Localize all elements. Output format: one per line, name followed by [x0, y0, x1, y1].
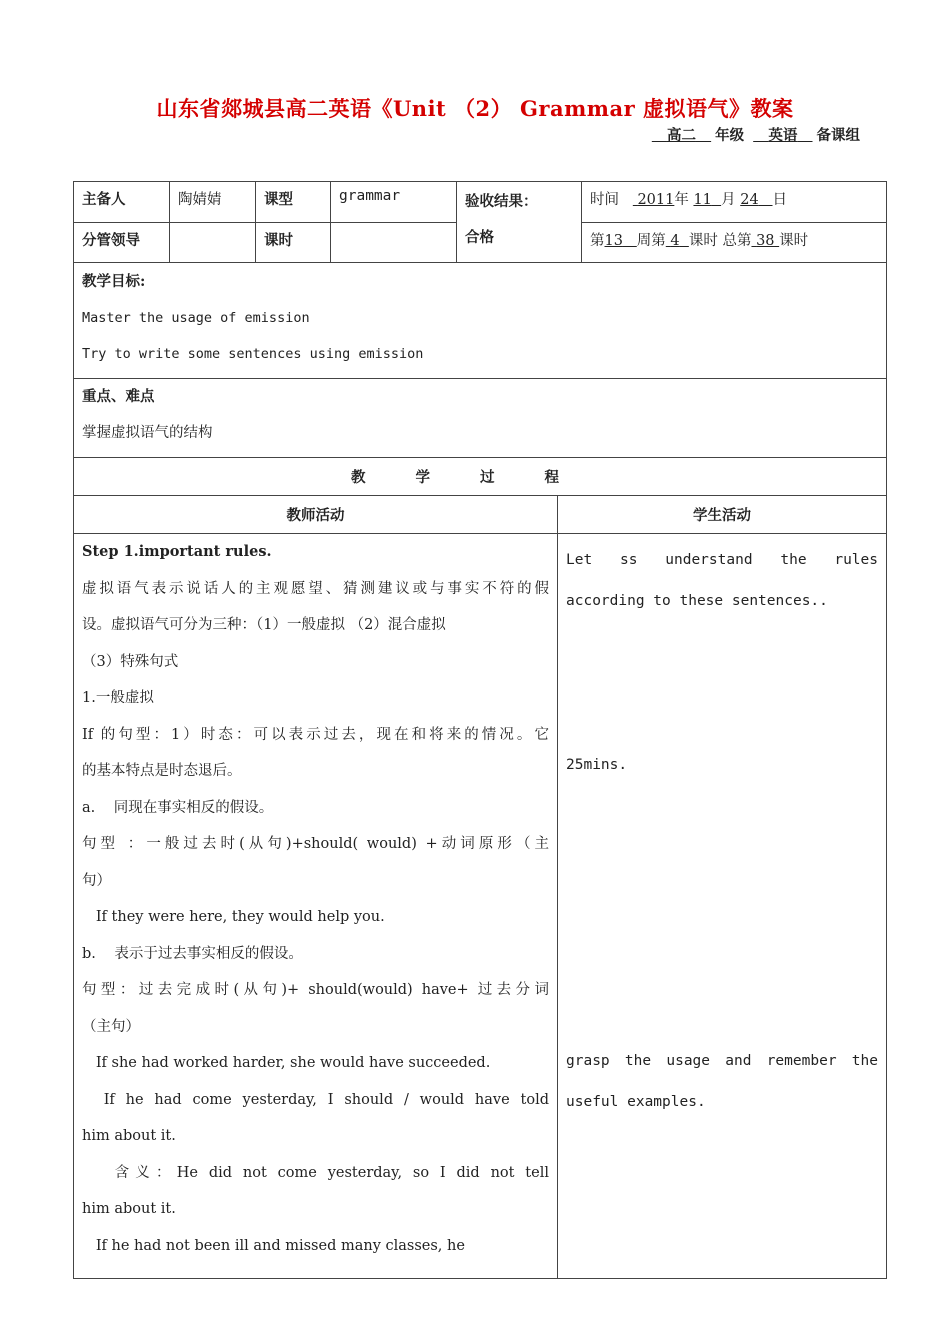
teacher-line: （主句）: [82, 1018, 140, 1035]
period-label: 课时: [256, 222, 331, 263]
time-cell: [582, 182, 887, 223]
day: 24: [740, 192, 759, 208]
teacher-line: If he had not been ill and missed many classes, he: [82, 1237, 465, 1254]
teacher-line: 虚拟语气表示说话人的主观愿望、猜测建议或与事实不符的假: [82, 580, 549, 597]
teacher-line: Step 1.important rules.: [82, 543, 272, 560]
week-suffix: 周第: [636, 232, 666, 249]
grade: 高二: [666, 127, 696, 144]
type-value: grammar: [331, 182, 457, 223]
time-label: 时间: [590, 192, 619, 208]
subtitle: [648, 124, 860, 145]
teacher-line: 句型 ：一般过去时(从句)+should( would) +动词原形（主: [82, 836, 549, 852]
spacer: [566, 622, 878, 745]
teacher-activity: [74, 534, 558, 1279]
month-suffix: 月: [721, 192, 736, 208]
teacher-lines: [82, 534, 549, 1264]
student-note-line: useful examples.: [566, 1094, 706, 1110]
week-cell: [582, 222, 887, 263]
keypoints-cell: [74, 379, 887, 458]
total-suffix: 课时: [779, 232, 809, 249]
leader-label: 分管领导: [74, 222, 170, 263]
year: 2011: [637, 192, 675, 208]
subject: 英语: [768, 127, 798, 144]
teacher-line: If he had come yesterday, I should / would have told: [82, 1091, 550, 1108]
check-result: 合格: [465, 229, 494, 246]
year-suffix: 年: [674, 192, 689, 208]
student-note-line: grasp the usage and remember the: [566, 1053, 878, 1069]
student-note-line: Let ss understand the rules: [566, 552, 878, 568]
teacher-line: a. 同现在事实相反的假设。: [82, 799, 274, 816]
teacher-line: 句型：过去完成时(从句)+ should(would) have+ 过去分词: [82, 982, 549, 998]
preparer-value: 陶婧婧: [170, 182, 256, 223]
lesson-plan-table: [73, 181, 887, 1279]
preparer-label: 主备人: [74, 182, 170, 223]
student-note-line: according to these sentences..: [566, 593, 828, 609]
objectives-cell: [74, 263, 887, 379]
check-cell: [457, 182, 582, 263]
period-value: [331, 222, 457, 263]
total: 38: [756, 232, 775, 249]
check-label: 验收结果：: [465, 193, 538, 210]
spacer: [566, 786, 878, 1041]
process-heading-cell: [74, 458, 887, 496]
teacher-line: If they were here, they would help you.: [82, 909, 385, 925]
teacher-line: 1.一般虚拟: [82, 690, 154, 706]
objective-item: Master the usage of emission: [82, 310, 310, 326]
month: 11: [693, 192, 712, 208]
leader-value: [170, 222, 256, 263]
objective-item: Try to write some sentences using emission: [82, 346, 424, 362]
teacher-line: him about it.: [82, 1201, 176, 1217]
objectives-heading: 教学目标:: [82, 273, 146, 290]
teacher-heading: 教师活动: [74, 496, 558, 534]
group-label: 备课组: [816, 127, 860, 144]
document-title: 山东省郯城县高二英语《Unit （2） Grammar 虚拟语气》教案: [156, 96, 794, 121]
teacher-line: b. 表示于过去事实相反的假设。: [82, 945, 303, 962]
duration: 25mins.: [566, 757, 628, 773]
keypoints-heading: 重点、难点: [82, 388, 155, 405]
teacher-line: 句）: [82, 872, 111, 889]
teacher-line: 的基本特点是时态退后。: [82, 763, 242, 779]
teacher-line: 设。虚拟语气可分为三种：（1）一般虚拟 （2）混合虚拟: [82, 617, 446, 633]
teacher-line: 含义：He did not come yesterday, so I did not tell: [82, 1164, 549, 1181]
teacher-line: If she had worked harder, she would have succeeded.: [82, 1055, 491, 1071]
grade-suffix: 年级: [715, 127, 745, 144]
teacher-line: him about it.: [82, 1128, 176, 1144]
student-activity: [558, 534, 887, 1279]
lesson: 4: [670, 232, 680, 249]
week: 13: [604, 232, 623, 249]
day-suffix: 日: [772, 192, 788, 208]
student-heading: 学生活动: [558, 496, 887, 534]
keypoints-text: 掌握虚拟语气的结构: [82, 425, 213, 441]
week-prefix: 第: [590, 232, 605, 249]
lesson-suffix: 课时 总第: [688, 232, 752, 249]
type-label: 课型: [256, 182, 331, 223]
teacher-line: If 的句型：1）时态：可以表示过去，现在和将来的情况。它: [82, 726, 549, 743]
teacher-line: （3）特殊句式: [82, 653, 179, 670]
process-heading: 教学过程: [351, 469, 609, 486]
